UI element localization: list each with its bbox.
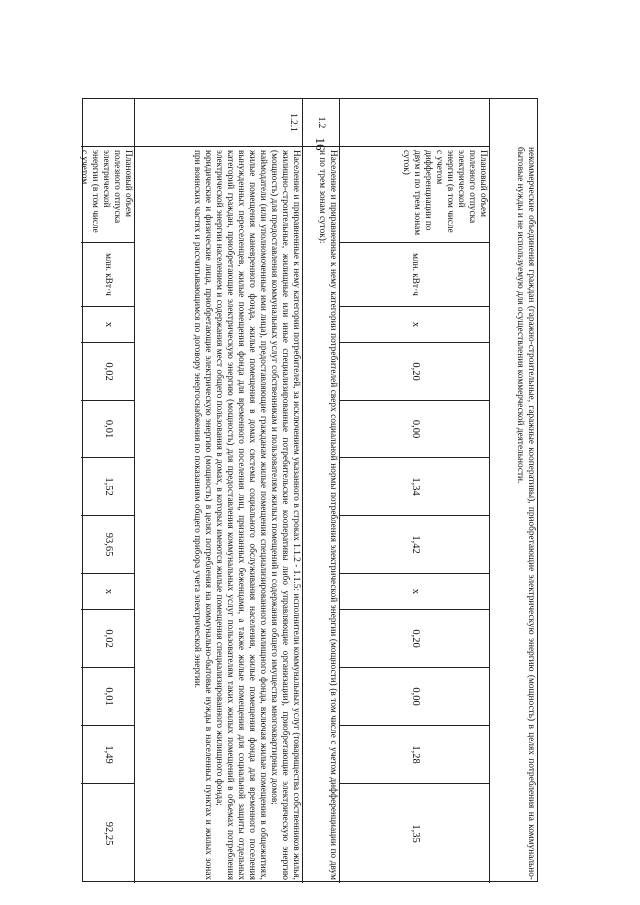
row3-num-cell: [134, 99, 302, 147]
row4-label: Плановый объем полезного отпуска электрической энергии (в том числе с учетом: [79, 150, 133, 233]
row4-value-2: 0,01: [81, 401, 134, 458]
row1-value-0: х: [339, 307, 489, 343]
row4-value-3: 1,52: [81, 458, 134, 516]
row4-value-0: х: [81, 307, 134, 343]
row4-value-1: 0,02: [81, 343, 134, 401]
row2-num-cell: [302, 99, 339, 147]
row4-value-8: 1,49: [81, 726, 134, 784]
page-number: 16: [313, 137, 328, 151]
row1-unit: млн. кВт·ч: [409, 253, 420, 296]
row1-value-1: 0,20: [339, 343, 489, 401]
row1-value-8: 1,28: [339, 726, 489, 784]
row4-value-7: 0,01: [81, 668, 134, 726]
row1-value-7: 0,00: [339, 668, 489, 726]
row1-value-2: 0,00: [339, 401, 489, 458]
continuation-text: некоммерческие объединения граждан (гаражно-строительные, гаражные кооперативы), приобретающие электрическую энергию (мощность) в целях потребления на коммунально-бытовые нужды и не используемую для осуществления коммерческой деятельности.: [515, 147, 536, 880]
row4-label-cell: [81, 147, 134, 243]
row1-label: Плановый объем полезного отпуска электрической энергии (в том числе с учетом дифференциации по двум и по трем зонам суток): [401, 150, 488, 236]
row4-unit: млн. кВт·ч: [102, 253, 113, 296]
row1-unit-cell: [339, 243, 489, 307]
row1-label-cell: [339, 147, 489, 243]
row1-num-cell: [339, 99, 489, 147]
row4-num-cell: [81, 99, 134, 147]
row1-value-3: 1,34: [339, 458, 489, 516]
row4-value-5: х: [81, 574, 134, 610]
row1-value-6: 0,20: [339, 610, 489, 668]
row4-unit-cell: [81, 243, 134, 307]
rotated-page-area: [79, 98, 538, 882]
tariff-table: [79, 98, 538, 882]
row4-value-6: 0,02: [81, 610, 134, 668]
row-continuation-text: [489, 99, 537, 883]
row3-paragraph-1: Население и приравненные к нему категории потребителей, за исключением указанного в строках 1.1.2 - 1.1.5: исполнители коммунальных услуг (товарищества собственников жилья, жилищно-строительные, жилищные или иные специализированные потребительские кооперативы либо управляющие организации), приобретающие электрическую энергию (мощность) для предоставления коммунальных услуг собственникам и пользователям жилых помещений и содержания общего имущества многоквартирных домов;: [269, 150, 301, 880]
row2-text: Население и приравненные к нему категории потребителей сверх социальной нормы потребления электрической энергии (мощности) (в том числе с учетом дифференциации по двум и по трем зонам суток):: [317, 150, 338, 880]
row4-value-4: 93,65: [81, 516, 134, 574]
row3-paragraph-2: наймодатели (или уполномоченные ими лица), предоставляющие гражданам жилые помещения специализированного жилищного фонда, включая жилые помещения в общежитиях, жилые помещения маневренного фонда, жилые помещения в домах системы социального обслуживания населения, жилые помещения фонда для временного поселения вынужденных переселенцев, жилые помещения фонда для временного поселения лиц, признанных беженцами, а также жилые помещения для социальной защиты отдельных категорий граждан, приобретающие электрическую энергию (мощность) для предоставления коммунальных услуг пользователям таких жилых помещений в объемах потребления электрической энергии населением и содержания мест общего пользования в домах, в которых имеются жилые помещения специализированного жилищного фонда;: [214, 150, 269, 880]
row3-num: 1.2.1: [288, 113, 298, 132]
row3-text-cell: [134, 147, 302, 883]
row2-num: 1.2: [316, 116, 327, 129]
rotated-sheet: [79, 98, 538, 882]
row4-value-9: 92,25: [102, 821, 114, 846]
row3-paragraph-3: юридические и физические лица, приобретающие электрическую энергию (мощность) в целях потребления на коммунально-бытовые нужды в населенных пунктах и жилых зонах при воинских частях и рассчитывающимся по договору энергоснабжения по показаниям общего прибора учета электрической энергии.: [192, 150, 214, 880]
row1-value-5: х: [339, 574, 489, 610]
row1-value-4: 1,42: [339, 516, 489, 574]
row2-text-cell: [302, 147, 339, 883]
row1-value-9: 1,35: [339, 784, 489, 883]
